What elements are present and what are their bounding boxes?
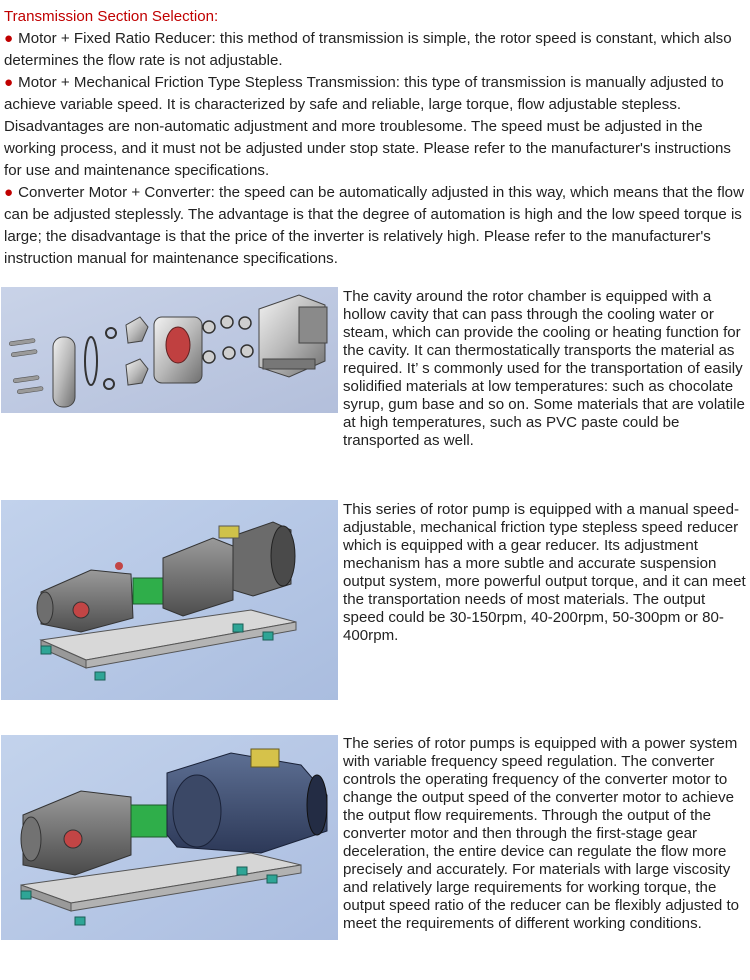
bullet-stepless [4, 72, 746, 182]
bullet-converter [4, 182, 746, 270]
section-cooling-cavity-text: The cavity around the rotor chamber is equipped with a hollow cavity that can pass through the cooling water or steam, which can provide the cooling or heating function for the cavity. It can thermostatically transports the material as required. It’ s commonly used for the transportation of easily solidified materials at low temperatures: such as chocolate syrup, gum base and so on. Some materials that are volatile at high temperatures, such as PVC paste could be transported as well. [343, 288, 745, 449]
transmission-section [4, 6, 746, 270]
section-converter-motor-text: The series of rotor pumps is equipped with a power system with variable frequency speed regulation. The converter controls the operating frequency of the converter motor to change the output speed of the converter motor to achieve the output flow requirements. Through the output of the converter motor and then through the first-stage gear deceleration, the entire device can regulate the flow more precisely and accurately. For materials with large viscosity and relatively large requirements for working torque, the output speed ratio of the reducer can be flexibly adjusted to meet the requirements of different working conditions. [343, 735, 740, 932]
bullet-icon: ● [4, 74, 14, 91]
bullet-text: Motor + Fixed Ratio Reducer: this method of transmission is simple, the rotor speed is constant, which also determines the flow rate is not adjustable. [4, 30, 732, 69]
pump-with-stepless-reducer-image [1, 500, 338, 700]
bullet-icon: ● [4, 30, 14, 47]
section-title: Transmission Section Selection: [4, 8, 219, 25]
pump-with-converter-motor-image [1, 735, 338, 940]
section-stepless-reducer-text: This series of rotor pump is equipped with a manual speed-adjustable, mechanical friction type stepless speed reducer which is equipped with a gear reducer. Its adjustment mechanism has a more subtle and accurate suspension output system, more powerful output torque, and it can meet the transportation needs of most materials. The output speed could be 30-150rpm, 40-200rpm, 50-300pm or 80-400rpm. [343, 501, 746, 644]
bullet-text: Motor + Mechanical Friction Type Stepless Transmission: this type of transmission is manually adjusted to achieve variable speed. It is characterized by safe and reliable, large torque, flow adjustable stepless. Disadvantages are non-automatic adjustment and more troublesome. The speed must be adjusted in the working process, and it must not be adjusted under stop state. Please refer to the manufacturer's instructions for use and maintenance specifications. [4, 74, 731, 179]
bullet-icon: ● [4, 184, 14, 201]
bullet-text: Converter Motor + Converter: the speed can be automatically adjusted in this way, which means that the flow can be adjusted steplessly. The advantage is that the degree of automation is high and the low speed torque is large; the disadvantage is that the price of the inverter is relatively high. Please refer to the manufacturer's instruction manual for maintenance specifications. [4, 184, 744, 267]
bullet-fixed-ratio [4, 28, 746, 72]
exploded-pump-parts-image [1, 287, 338, 413]
